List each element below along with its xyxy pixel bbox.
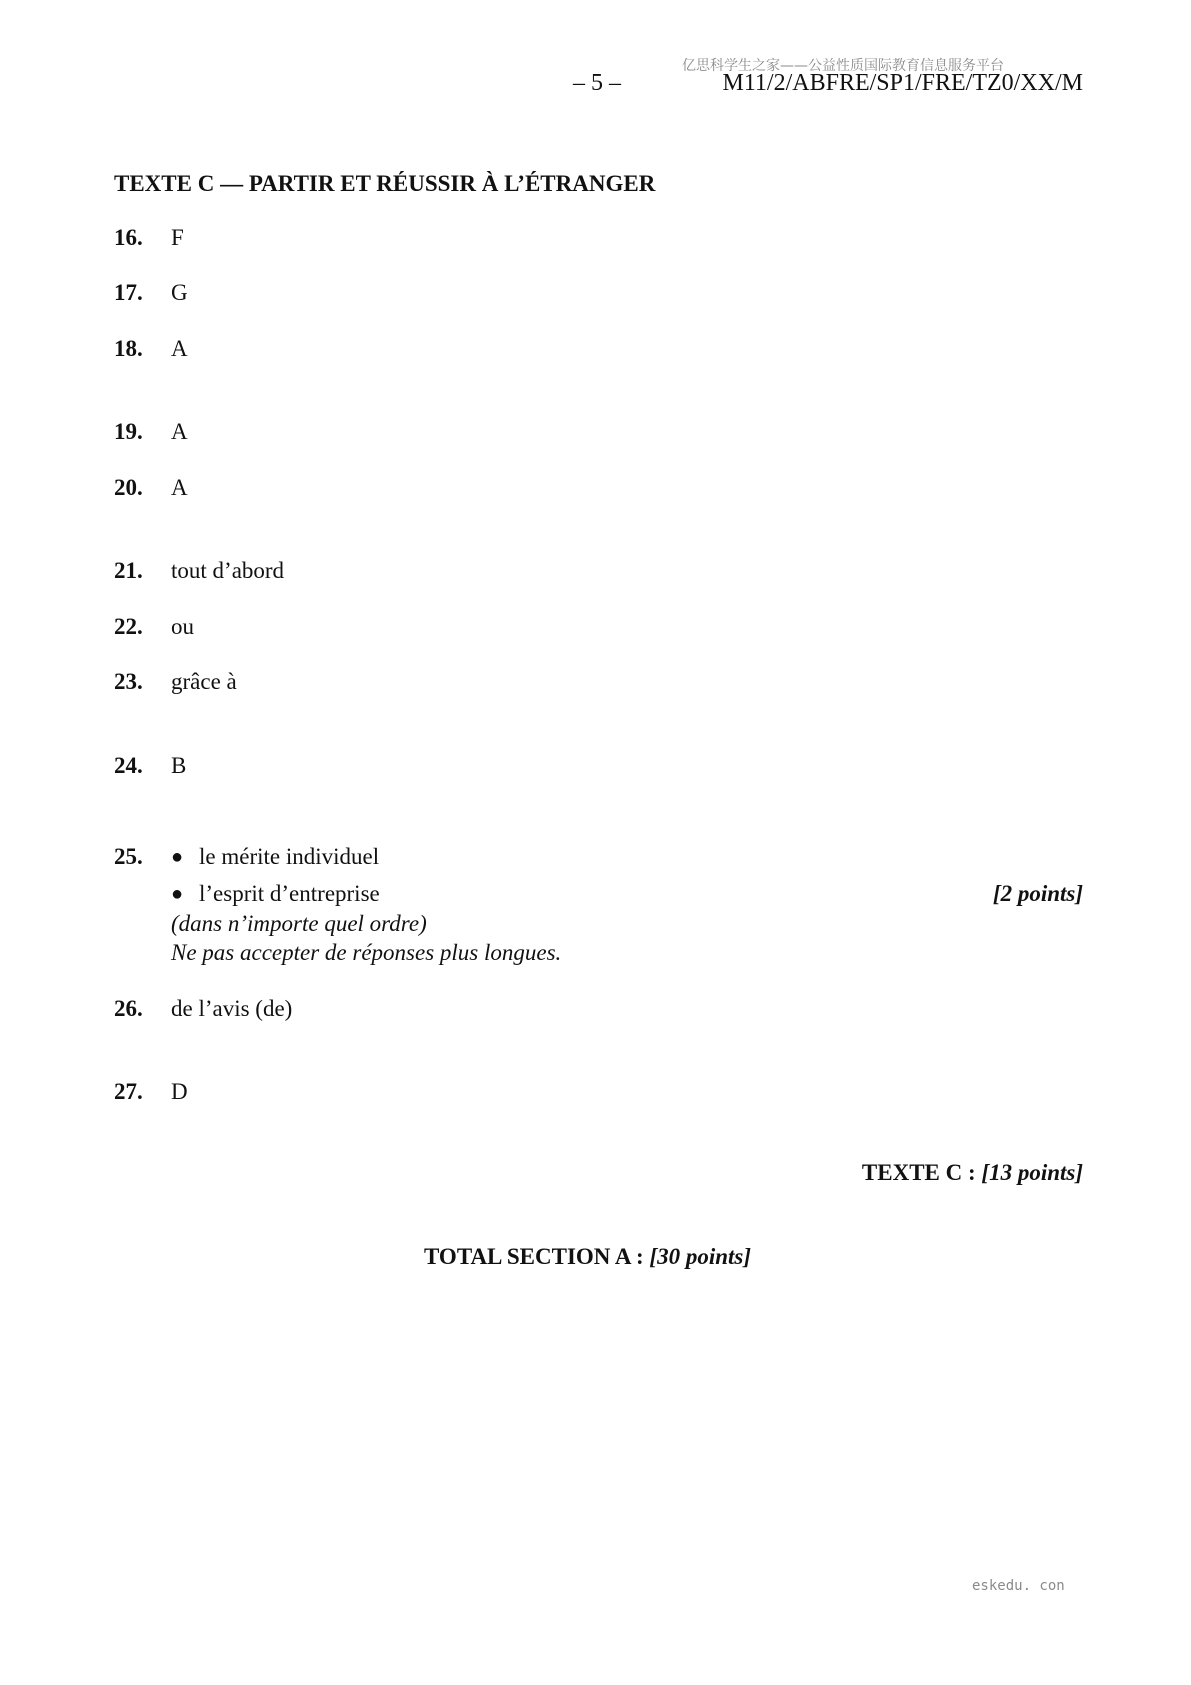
bullet-text: l’esprit d’entreprise (199, 881, 380, 906)
points-label: [2 points] (992, 881, 1083, 906)
page-number: – 5 – (573, 70, 621, 96)
question-number: 20. (114, 475, 143, 500)
answer-text: tout d’abord (171, 558, 285, 583)
answer-text: A (171, 336, 188, 361)
subtotal-points: [13 points] (981, 1160, 1083, 1185)
section-total (424, 1244, 751, 1270)
question-number: 16. (114, 225, 143, 250)
question-number: 21. (114, 558, 143, 583)
answer-text: B (171, 753, 187, 778)
total-label: TOTAL SECTION A : (424, 1244, 644, 1269)
answer-text: G (171, 280, 188, 305)
watermark-bottom: eskedu. con (972, 1578, 1065, 1594)
question-number: 17. (114, 280, 143, 305)
answer-text: A (171, 475, 188, 500)
question-number: 25. (114, 844, 143, 869)
question-number: 22. (114, 614, 143, 639)
question-number: 23. (114, 669, 143, 694)
answer-text: A (171, 419, 188, 444)
bullet-item (171, 881, 380, 907)
section-subtotal (862, 1160, 1083, 1186)
question-number: 26. (114, 996, 143, 1021)
bullet-item (171, 844, 379, 870)
question-number: 19. (114, 419, 143, 444)
question-number: 27. (114, 1079, 143, 1104)
question-number: 24. (114, 753, 143, 778)
answer-text: grâce à (171, 669, 237, 694)
document-code: M11/2/ABFRE/SP1/FRE/TZ0/XX/M (722, 70, 1083, 96)
answer-text: F (171, 225, 184, 250)
bullet-icon: ● (171, 846, 184, 868)
watermark-top: 亿思科学生之家——公益性质国际教育信息服务平台 (682, 58, 1004, 74)
section-title: TEXTE C — PARTIR ET RÉUSSIR À L’ÉTRANGER (114, 171, 656, 196)
answer-note: Ne pas accepter de réponses plus longues. (171, 940, 562, 965)
answer-text: ou (171, 614, 194, 639)
bullet-icon: ● (171, 883, 184, 905)
answer-text: D (171, 1079, 188, 1104)
total-points: [30 points] (649, 1244, 751, 1269)
subtotal-label: TEXTE C : (861, 1160, 976, 1185)
question-number: 18. (114, 336, 143, 361)
bullet-text: le mérite individuel (199, 844, 380, 869)
answer-text: de l’avis (de) (171, 996, 293, 1021)
answer-note: (dans n’importe quel ordre) (171, 911, 427, 936)
